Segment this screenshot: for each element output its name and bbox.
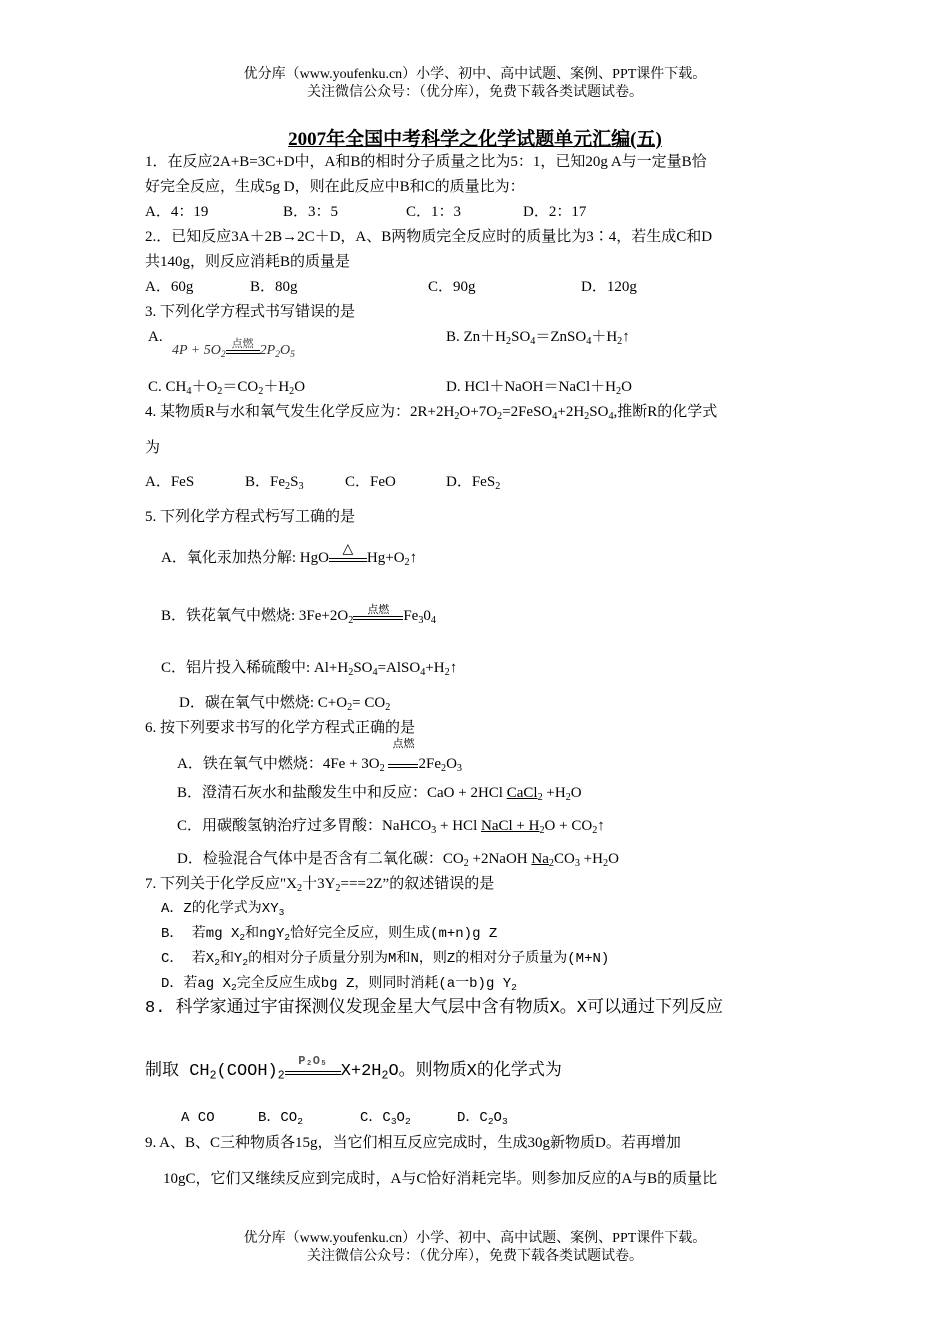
q4-option-a: A．FeS [145,474,195,490]
q5-stem: 5. 下列化学方程式杇写工确的是 [145,509,356,525]
q5-option-b: B．铁花氧气中燃烧: $3Fe+2O_2$ 点燃 $Fe_30_4$ [161,604,436,627]
q3-stem: 3. 下列化学方程式书写错误的是 [145,304,356,320]
q1-line1: 1．在反应2A+B=3C+D中，A和B的相时分子质量之比为5：1，已知20g A与一定量B恰 [145,154,707,170]
q8-option-a: A CO [181,1110,215,1126]
q6-stem: 6. 按下列要求书写的化学方程式正确的是 [145,720,416,736]
q7-option-a: A．Z的化学式为$XY_3$ [161,901,285,918]
q2-option-a: A．60g [145,279,194,295]
q7-option-c: C． 若$X_2$和$Y_2$的相对分子质量分别为M和N，则Z的相对分子质量为(M+N) [161,951,610,968]
page-footer-line1: 优分库（www.youfenku.cn）小学、初中、高中试题、案例、PPT课件下载。 [243,1231,707,1246]
q9-line2: 10gC，它们又继续反应到完成时，A与C恰好消耗完毕。则参加反应的A与B的质量比 [163,1171,718,1187]
q4-option-c: C．FeO [345,474,396,490]
q7-stem: 7. 下列关于化学反应"$X_2$十$3Y_2===2Z$”的叙述错误的是 [145,876,495,895]
q8-option-d: D．$C_2O_3$ [457,1110,508,1127]
q1-option-b: B．3：5 [283,204,339,220]
q2-option-d: D．120g [581,279,637,295]
q8-line2: 制取 $CH_2(COOH)_2$ P₂O₅ $X+2H_2O$。则物质X的化学式为 [145,1054,562,1083]
q4-line2: 为 [145,440,161,456]
q4-line1: 4. 某物质R与水和氧气发生化学反应为：$2R+2H_2O+7O_2=2FeSO_4+2H_2SO_4$,推断R的化学式 [145,404,718,423]
q8-option-b: B．$CO_2$ [258,1110,303,1127]
q8-option-c: C．$C_3O_2$ [360,1110,411,1127]
page-footer-line2: 关注微信公众号：（优分库），免费下载各类试题试卷。 [307,1249,643,1264]
q9-line1: 9. A、B、C三种物质各15g，当它们相互反应完成时，生成30g新物质D。若再增加 [145,1135,681,1151]
q5-option-c: C．铝片投入稀硫酸中: $Al+H_2SO_4=AlSO_4+H_2↑$ [161,660,458,679]
q3-option-b: B. $Zn+H_2SO_4=ZnSO_4+H_2↑$ [446,329,630,348]
q5-option-d: D．碳在氧气中燃烧: $C+O_2= CO_2$ [179,695,391,714]
q5-option-a: A．氧化汞加热分解: HgO △ $Hg+O_2↑$ [161,542,418,569]
q3-option-a-equation: $4P + 5O_2$ 点燃 $2P_2O_5$ [172,338,295,360]
q1-option-d: D．2：17 [523,204,587,220]
document-title: 2007年全国中考科学之化学试题单元汇编(五) [288,129,662,150]
q7-option-b: B． 若mg $X_2$和ngY$_2$恰好完全反应，则生成(m+n)g Z [161,926,498,943]
page-header-line1: 优分库（www.youfenku.cn）小学、初中、高中试题、案例、PPT课件下载。 [243,67,707,82]
q3-option-c: C. $CH_4+O_2=CO_2+H_2O$ [148,379,306,398]
q2-line1: 2.．已知反应3A＋2B→2C＋D，A、B两物质完全反应时的质量比为3∶4，若生成C和D [145,229,713,245]
q1-option-c: C．1：3 [406,204,462,220]
q6-option-c: C．用碳酸氢钠治疗过多胃酸：NaHCO$_3$ + HCl NaCl + $H_2O$ + $CO_2↑$ [177,818,605,837]
q4-option-d: D．FeS$_2$ [446,474,501,493]
q6-option-a: A．铁在氧气中燃烧：$4Fe + 3O_2$ 点燃 $2Fe_2O_3$ [177,738,463,775]
q1-option-a: A．4：19 [145,204,209,220]
q4-option-b: B．$Fe_2S_3$ [245,474,304,493]
q8-line1: 8. 科学家通过宇宙探测仪发现金星大气层中含有物质X。X可以通过下列反应 [145,999,724,1018]
q3-option-d: D. $HCl+NaOH=NaCl+H_2O$ [446,379,632,398]
q6-option-d: D．检验混合气体中是否含有二氧化碳：$CO_2$ +2NaOH $Na_2CO_3 +H_2O$ [177,851,619,870]
q2-option-b: B．80g [250,279,298,295]
q2-option-c: C．90g [428,279,476,295]
page-header-line2: 关注微信公众号：（优分库），免费下载各类试题试卷。 [307,85,643,100]
q1-line2: 好完全反应，生成5g D，则在此反应中B和C的质量比为： [145,179,525,195]
q2-line2: 共140g，则反应消耗B的质量是 [145,254,351,270]
q6-option-b: B．澄清石灰水和盐酸发生中和反应：CaO + 2HCl CaCl$_2$ $+H_2O$ [177,785,582,804]
q3-option-a-label: A. [148,329,163,345]
q7-option-d: D．若ag $X_2$完全反应生成bg Z，则同时消耗(a一b)g $Y_2$ [161,976,517,993]
